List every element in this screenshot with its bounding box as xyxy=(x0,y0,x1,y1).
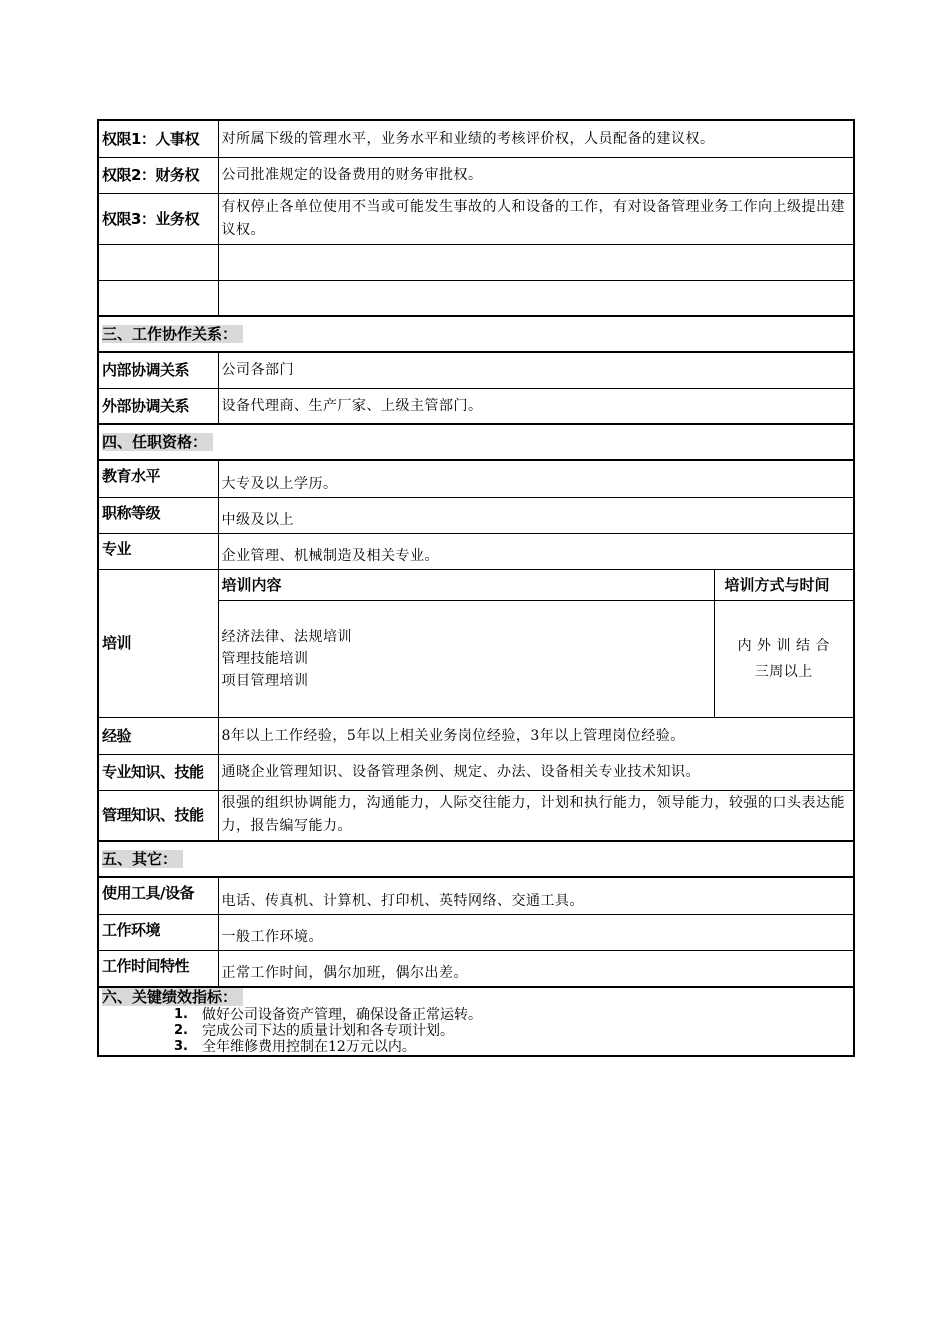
authority-label-business: 权限3：业务权 xyxy=(98,193,218,244)
authority-label-finance: 权限2：财务权 xyxy=(98,157,218,193)
authority-row-2 xyxy=(98,157,854,193)
work-time-value: 正常工作时间，偶尔加班，偶尔出差。 xyxy=(218,950,854,987)
mgmt-knowledge-value: 很强的组织协调能力，沟通能力，人际交往能力，计划和执行能力，领导能力，较强的口头表达能力，报告编写能力。 xyxy=(218,790,854,841)
kpi-item xyxy=(102,1039,850,1055)
tools-label: 使用工具/设备 xyxy=(98,877,218,914)
authority-row-1 xyxy=(98,120,854,157)
pro-knowledge-row xyxy=(98,754,854,790)
environment-label: 工作环境 xyxy=(98,914,218,950)
experience-row xyxy=(98,717,854,754)
empty-row-2 xyxy=(98,280,854,316)
authority-value-hr: 对所属下级的管理水平，业务水平和业绩的考核评价权，人员配备的建议权。 xyxy=(218,120,854,157)
internal-coordination-label: 内部协调关系 xyxy=(98,352,218,388)
education-label: 教育水平 xyxy=(98,460,218,497)
section5-title: 五、其它： xyxy=(102,850,183,868)
major-label: 专业 xyxy=(98,533,218,569)
kpi-number: 1. xyxy=(174,1007,188,1022)
education-value: 大专及以上学历。 xyxy=(218,460,854,497)
kpi-text: 完成公司下达的质量计划和各专项计划。 xyxy=(202,1023,454,1039)
internal-coordination-row xyxy=(98,352,854,388)
title-level-value: 中级及以上 xyxy=(218,497,854,533)
kpi-item xyxy=(102,1023,850,1039)
authority-value-business: 有权停止各单位使用不当或可能发生事故的人和设备的工作，有对设备管理业务工作向上级提出建议权。 xyxy=(218,193,854,244)
mgmt-knowledge-label: 管理知识、技能 xyxy=(98,790,218,841)
experience-value: 8年以上工作经验，5年以上相关业务岗位经验，3年以上管理岗位经验。 xyxy=(218,717,854,754)
training-content-header: 培训内容 xyxy=(218,569,714,600)
title-level-label: 职称等级 xyxy=(98,497,218,533)
external-coordination-label: 外部协调关系 xyxy=(98,388,218,424)
training-content-cell xyxy=(218,600,714,717)
external-coordination-row xyxy=(98,388,854,424)
authority-label-hr: 权限1：人事权 xyxy=(98,120,218,157)
internal-coordination-value: 公司各部门 xyxy=(218,352,854,388)
kpi-item xyxy=(102,1007,850,1023)
tools-value: 电话、传真机、计算机、打印机、英特网络、交通工具。 xyxy=(218,877,854,914)
training-item: 管理技能培训 xyxy=(221,650,309,667)
kpi-text: 做好公司设备资产管理，确保设备正常运转。 xyxy=(202,1007,482,1023)
kpi-text: 全年维修费用控制在12万元以内。 xyxy=(202,1039,416,1055)
kpi-list xyxy=(102,1007,850,1055)
training-method-line2: 三周以上 xyxy=(754,663,813,680)
job-description-table xyxy=(97,119,855,1057)
external-coordination-value: 设备代理商、生产厂家、上级主管部门。 xyxy=(218,388,854,424)
job-description-document xyxy=(97,119,853,1057)
kpi-number: 3. xyxy=(174,1039,188,1054)
section6-title: 六、关键绩效指标： xyxy=(102,988,243,1006)
kpi-number: 2. xyxy=(174,1023,188,1038)
section4-header-row xyxy=(98,424,854,460)
education-row xyxy=(98,460,854,497)
authority-row-3 xyxy=(98,193,854,244)
training-method-header: 培训方式与时间 xyxy=(714,569,854,600)
work-time-label: 工作时间特性 xyxy=(98,950,218,987)
training-method-line1: 内 外 训 结 合 xyxy=(737,637,830,654)
pro-knowledge-value: 通晓企业管理知识、设备管理条例、规定、办法、设备相关专业技术知识。 xyxy=(218,754,854,790)
major-value: 企业管理、机械制造及相关专业。 xyxy=(218,533,854,569)
section6-row xyxy=(98,987,854,1056)
environment-row xyxy=(98,914,854,950)
mgmt-knowledge-row xyxy=(98,790,854,841)
section3-title: 三、工作协作关系： xyxy=(102,325,243,343)
work-time-row xyxy=(98,950,854,987)
section4-title: 四、任职资格： xyxy=(102,433,213,451)
training-item: 项目管理培训 xyxy=(221,672,309,689)
tools-row xyxy=(98,877,854,914)
training-item: 经济法律、法规培训 xyxy=(221,628,352,645)
authority-value-finance: 公司批准规定的设备费用的财务审批权。 xyxy=(218,157,854,193)
environment-value: 一般工作环境。 xyxy=(218,914,854,950)
experience-label: 经验 xyxy=(98,717,218,754)
empty-row-1 xyxy=(98,244,854,280)
training-header-row xyxy=(98,569,854,600)
section3-header-row xyxy=(98,316,854,352)
title-level-row xyxy=(98,497,854,533)
training-label: 培训 xyxy=(98,569,218,717)
section5-header-row xyxy=(98,841,854,877)
training-method-cell xyxy=(714,600,854,717)
major-row xyxy=(98,533,854,569)
pro-knowledge-label: 专业知识、技能 xyxy=(98,754,218,790)
